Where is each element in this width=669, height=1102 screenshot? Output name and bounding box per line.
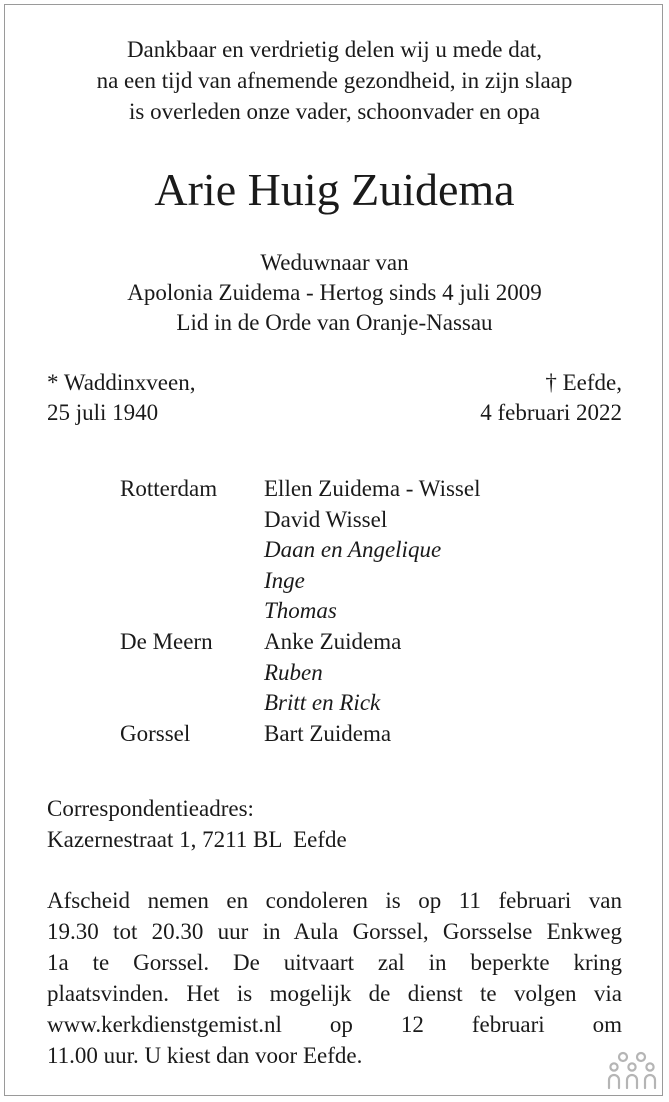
people-family-icon <box>606 1050 658 1090</box>
family-member: Anke Zuidema <box>264 628 402 654</box>
intro-line: na een tijd van afnemende gezondheid, in zijn slaap <box>96 68 573 93</box>
subtitle-line: Weduwnaar van <box>260 250 409 275</box>
family-place: Gorssel <box>120 720 191 746</box>
correspondence-label: Correspondentieadres: <box>47 796 254 821</box>
family-member: Britt en Rick <box>264 690 381 716</box>
family-row <box>120 688 480 719</box>
farewell-line: 11.00 uur. U kiest dan voor Eefde. <box>47 1043 363 1068</box>
family-place: De Meern <box>120 628 213 654</box>
intro-line: Dankbaar en verdrietig delen wij u mede dat, <box>126 37 543 62</box>
family-member: Ellen Zuidema - Wissel <box>264 476 481 501</box>
family-row <box>120 658 480 689</box>
farewell-text <box>47 885 622 1071</box>
correspondence-block <box>47 793 347 855</box>
farewell-line: plaatsvinden. Het is mogelijk de dienst te volgen via <box>47 981 622 1006</box>
family-row <box>120 719 480 750</box>
family-member: Thomas <box>264 598 337 624</box>
family-row <box>120 596 480 627</box>
intro-text <box>0 34 669 127</box>
family-list <box>120 474 480 749</box>
birth-info <box>47 368 195 428</box>
farewell-line: Afscheid nemen en condoleren is op 11 februari van <box>47 888 622 913</box>
subtitle-line: Apolonia Zuidema - Hertog sinds 4 juli 2009 <box>127 280 542 305</box>
farewell-line: www.kerkdienstgemist.nl op 12 februari om <box>47 1012 622 1037</box>
intro-line: is overleden onze vader, schoonvader en opa <box>129 99 540 124</box>
farewell-line: 1a te Gorssel. De uitvaart zal in beperkte kring <box>47 950 622 975</box>
subtitle-block <box>0 248 669 338</box>
birth-place: * Waddinxveen, <box>47 370 196 395</box>
deceased-name: Arie Huig Zuidema <box>154 164 515 215</box>
family-row <box>120 535 480 566</box>
family-place: Rotterdam <box>120 476 218 501</box>
farewell-line: 19.30 tot 20.30 uur in Aula Gorssel, Gorsselse Enkweg <box>47 919 622 944</box>
family-member: Inge <box>264 567 305 593</box>
family-row <box>120 566 480 597</box>
correspondence-address: Kazernestraat 1, 7211 BL Eefde <box>47 827 347 852</box>
family-member: Daan en Angelique <box>264 537 442 563</box>
family-member: Bart Zuidema <box>264 720 392 746</box>
family-row <box>120 505 480 536</box>
family-member: David Wissel <box>264 506 388 532</box>
death-info <box>480 368 622 428</box>
death-place: † Eefde, <box>545 370 622 395</box>
family-row <box>120 474 480 505</box>
family-member: Ruben <box>264 659 323 685</box>
family-row <box>120 627 480 658</box>
death-date: 4 februari 2022 <box>480 400 622 425</box>
birth-date: 25 juli 1940 <box>47 400 159 425</box>
subtitle-line: Lid in de Orde van Oranje-Nassau <box>176 310 493 335</box>
